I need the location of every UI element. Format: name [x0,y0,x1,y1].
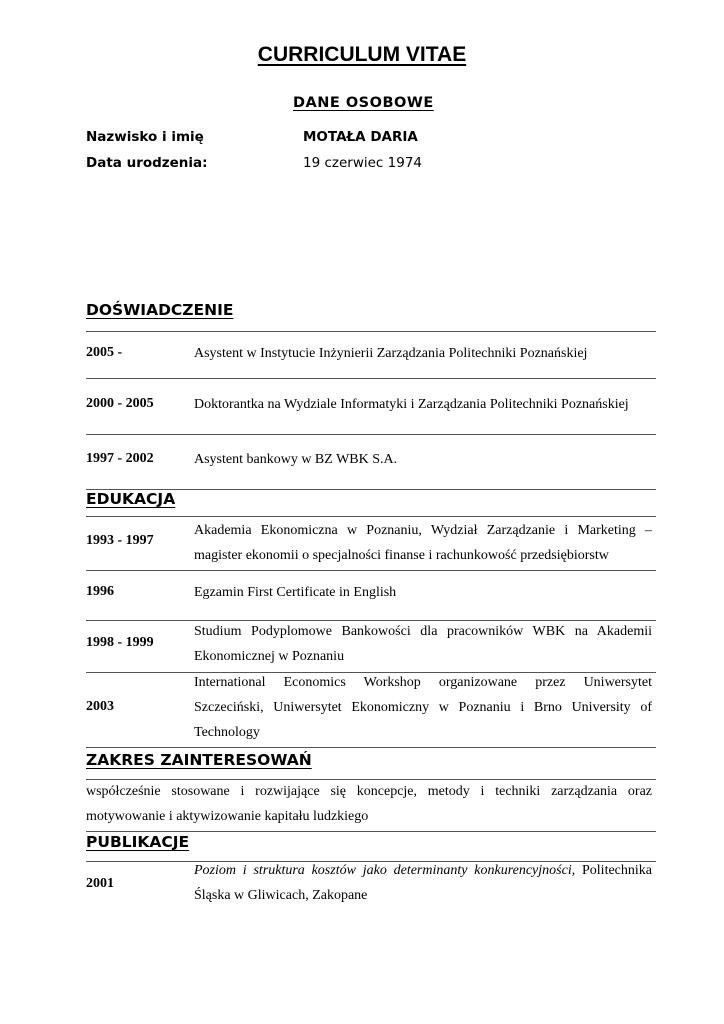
name-label: Nazwisko i imię [86,129,204,145]
experience-desc: Asystent bankowy w BZ WBK S.A. [194,452,398,467]
experience-heading: DOŚWIADCZENIE [86,301,234,319]
interests-text: współcześnie stosowane i rozwijające się koncepcje, metody i techniki zarządzania oraz motywowanie i aktywizowanie kapitału ludzkiego [86,784,652,824]
divider [86,747,656,748]
name-value: MOTAŁA DARIA [303,129,418,145]
education-desc: Akademia Ekonomiczna w Poznaniu, Wydział Zarządzanie i Marketing – magister ekonomii o specjalności finanse i rachunkowość przedsiębiorstw [194,523,652,563]
education-desc: Egzamin First Certificate in English [194,585,397,600]
education-heading: EDUKACJA [86,490,176,508]
publication-details: Politechnika Śląska w Gliwicach, Zakopane [194,863,652,903]
experience-desc: Doktorantka na Wydziale Informatyki i Zarządzania Politechniki Poznańskiej [194,397,629,412]
publications-heading: PUBLIKACJE [86,833,190,851]
publication-entry [194,858,652,908]
education-desc: International Economics Workshop organizowane przez Uniwersytet Szczeciński, Uniwersytet Ekonomiczny w Poznaniu i Brno University of Technology [194,675,652,740]
divider [86,378,656,379]
birth-label: Data urodzenia: [86,155,208,171]
education-desc: Studium Podyplomowe Bankowości dla pracowników WBK na Akademii Ekonomicznej w Poznaniu [194,624,652,664]
education-date: 1998 - 1999 [86,635,154,650]
publication-title: Poziom i struktura kosztów jako determinanty konkurencyjności, [194,863,576,878]
divider [86,831,656,832]
page-title: CURRICULUM VITAE [257,43,467,66]
publication-date: 2001 [86,876,114,891]
experience-date: 1997 - 2002 [86,451,154,466]
divider [86,434,656,435]
interests-heading: ZAKRES ZAINTERESOWAŃ [86,751,312,769]
education-date: 1996 [86,584,114,599]
experience-date: 2005 - [86,345,123,360]
experience-date: 2000 - 2005 [86,396,154,411]
experience-desc: Asystent w Instytucie Inżynierii Zarządzania Politechniki Poznańskiej [194,346,588,361]
divider [86,516,656,517]
divider [86,570,656,571]
education-date: 1993 - 1997 [86,533,154,548]
birth-value: 19 czerwiec 1974 [303,155,423,171]
divider [86,331,656,332]
personal-heading: DANE OSOBOWE [293,95,434,111]
education-date: 2003 [86,699,114,714]
